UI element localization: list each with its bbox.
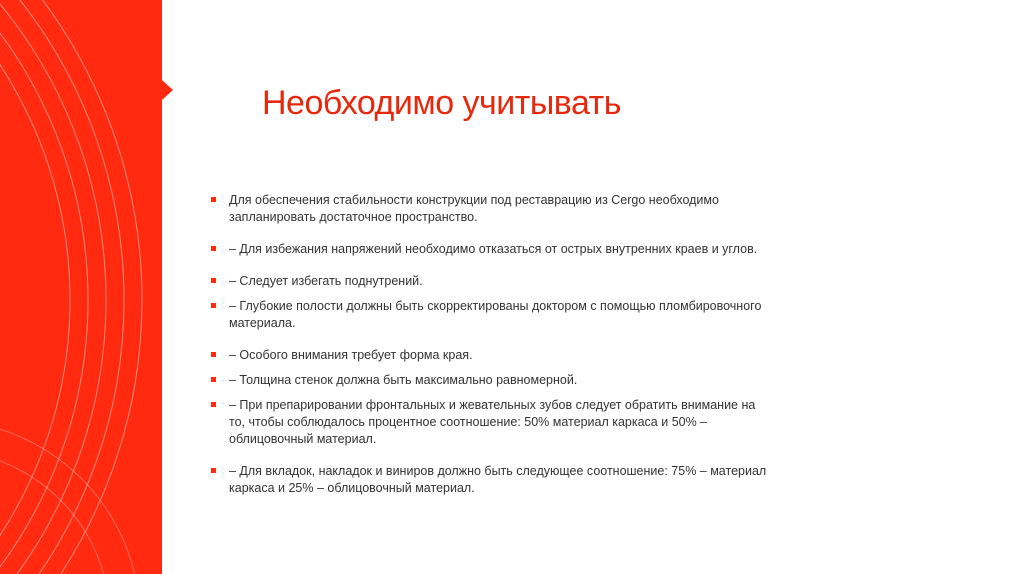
bullet-text: – Для вкладок, накладок и виниров должно быть следующее соотношение: 75% – материал каркаса и 25% – облицовочный материал.: [229, 464, 767, 495]
bullet-text: – Следует избегать поднутрений.: [229, 274, 423, 288]
square-bullet-icon: [211, 377, 216, 382]
square-bullet-icon: [211, 246, 216, 251]
bullet-item: [211, 192, 771, 226]
red-side-panel: [0, 0, 162, 574]
bullet-text: Для обеспечения стабильности конструкции под реставрацию из Cergo необходимо запланировать достаточное пространство.: [229, 193, 719, 224]
bullet-text: – Глубокие полости должны быть скорректированы доктором с помощью пломбировочного материала.: [229, 299, 762, 330]
square-bullet-icon: [211, 352, 216, 357]
square-bullet-icon: [211, 402, 216, 407]
bullet-list: [211, 192, 771, 497]
triangle-pointer-icon: [162, 80, 173, 100]
square-bullet-icon: [211, 468, 216, 473]
bullet-item: [211, 347, 771, 364]
bullet-item: [211, 463, 771, 497]
square-bullet-icon: [211, 303, 216, 308]
bullet-text: – Особого внимания требует форма края.: [229, 348, 473, 362]
slide-title: Необходимо учитывать: [262, 84, 621, 122]
bullet-text: – При препарировании фронтальных и жевательных зубов следует обратить внимание на то, чтобы соблюдалось процентное соотношение: 50% материал каркаса и 50% – облицовочный материал.: [229, 398, 756, 446]
bullet-item: [211, 298, 771, 332]
bullet-item: [211, 241, 771, 258]
concentric-arcs-decoration: [0, 0, 162, 574]
bullet-text: – Толщина стенок должна быть максимально равномерной.: [229, 373, 578, 387]
square-bullet-icon: [211, 197, 216, 202]
bullet-item: [211, 397, 771, 448]
square-bullet-icon: [211, 278, 216, 283]
bullet-item: [211, 372, 771, 389]
bullet-text: – Для избежания напряжений необходимо отказаться от острых внутренних краев и углов.: [229, 242, 758, 256]
bullet-item: [211, 273, 771, 290]
